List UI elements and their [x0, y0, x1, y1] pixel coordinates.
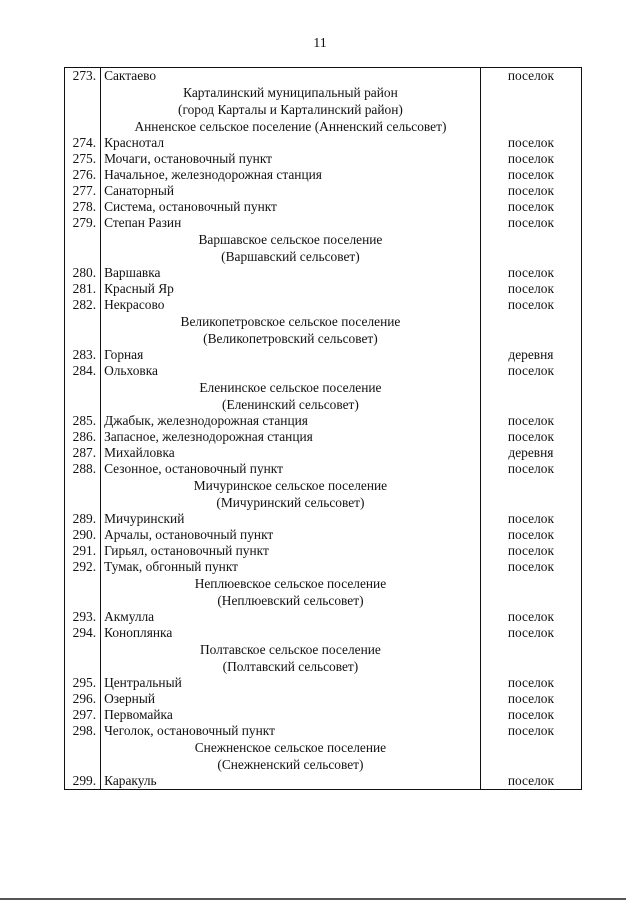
row-number: 293.	[65, 609, 101, 625]
table-row	[65, 543, 582, 559]
settlement-type: деревня	[480, 445, 581, 461]
settlement-type: поселок	[480, 527, 581, 543]
row-number: 278.	[65, 199, 101, 215]
settlement-type-empty	[480, 477, 581, 511]
section-header-line: (Снежненский сельсовет)	[217, 757, 364, 772]
settlement-name: Варшавка	[101, 265, 481, 281]
settlement-type-empty	[480, 231, 581, 265]
table-row	[65, 723, 582, 739]
table-body	[65, 68, 582, 790]
row-number: 290.	[65, 527, 101, 543]
section-header-line: (город Карталы и Карталинский район)	[177, 102, 403, 117]
section-header	[101, 379, 481, 413]
settlement-type: поселок	[480, 543, 581, 559]
section-header	[101, 575, 481, 609]
settlement-name: Санаторный	[101, 183, 481, 199]
row-number-empty	[65, 641, 101, 675]
row-number: 299.	[65, 773, 101, 790]
section-header-line: Великопетровское сельское поселение	[180, 314, 401, 329]
section-header-line: (Полтавский сельсовет)	[222, 659, 359, 674]
table-row	[65, 445, 582, 461]
table-row	[65, 527, 582, 543]
section-header	[101, 739, 481, 773]
table-row	[65, 773, 582, 790]
settlement-name: Арчалы, остановочный пункт	[101, 527, 481, 543]
section-header-line: (Варшавский сельсовет)	[221, 249, 360, 264]
settlement-name: Тумак, обгонный пункт	[101, 559, 481, 575]
section-header-row	[65, 477, 582, 511]
row-number-empty	[65, 739, 101, 773]
settlement-name: Краснотал	[101, 135, 481, 151]
settlement-type-empty	[480, 379, 581, 413]
settlements-table	[64, 67, 582, 790]
table-row	[65, 609, 582, 625]
settlement-type-empty	[480, 118, 581, 135]
section-header-line: Еленинское сельское поселение	[199, 380, 382, 395]
settlement-type: поселок	[480, 707, 581, 723]
settlement-name: Красный Яр	[101, 281, 481, 297]
section-header	[101, 231, 481, 265]
table-row	[65, 265, 582, 281]
section-header-row	[65, 739, 582, 773]
table-row	[65, 625, 582, 641]
settlement-type: поселок	[480, 281, 581, 297]
table-row	[65, 461, 582, 477]
settlement-type: поселок	[480, 461, 581, 477]
row-number: 273.	[65, 68, 101, 85]
row-number: 294.	[65, 625, 101, 641]
settlement-type: поселок	[480, 559, 581, 575]
settlement-type: поселок	[480, 199, 581, 215]
table-row	[65, 559, 582, 575]
settlement-name: Мочаги, остановочный пункт	[101, 151, 481, 167]
section-header-line: Мичуринское сельское поселение	[193, 478, 388, 493]
section-header-row	[65, 84, 582, 118]
settlement-type: поселок	[480, 625, 581, 641]
row-number: 283.	[65, 347, 101, 363]
row-number: 279.	[65, 215, 101, 231]
settlement-name: Акмулла	[101, 609, 481, 625]
row-number-empty	[65, 379, 101, 413]
settlement-type: поселок	[480, 215, 581, 231]
row-number: 280.	[65, 265, 101, 281]
section-header	[101, 641, 481, 675]
settlement-type: поселок	[480, 135, 581, 151]
settlement-type: поселок	[480, 675, 581, 691]
settlement-type: поселок	[480, 511, 581, 527]
section-header-line: Полтавское сельское поселение	[199, 642, 381, 657]
settlement-type: поселок	[480, 363, 581, 379]
settlement-name: Некрасово	[101, 297, 481, 313]
settlement-name: Начальное, железнодорожная станция	[101, 167, 481, 183]
row-number: 292.	[65, 559, 101, 575]
section-header-row	[65, 641, 582, 675]
settlement-name: Степан Разин	[101, 215, 481, 231]
settlement-name: Запасное, железнодорожная станция	[101, 429, 481, 445]
table-row	[65, 691, 582, 707]
row-number: 295.	[65, 675, 101, 691]
table-row	[65, 363, 582, 379]
settlement-type-empty	[480, 641, 581, 675]
settlement-type: поселок	[480, 151, 581, 167]
table-row	[65, 68, 582, 85]
section-header-line: Карталинский муниципальный район	[183, 85, 398, 100]
section-header-line: Снежненское сельское поселение	[194, 740, 387, 755]
section-header-row	[65, 379, 582, 413]
row-number: 298.	[65, 723, 101, 739]
settlement-type-empty	[480, 575, 581, 609]
section-header-line: Варшавское сельское поселение	[198, 232, 383, 247]
section-header	[101, 84, 481, 118]
page-number: 11	[313, 36, 327, 51]
settlement-name: Сезонное, остановочный пункт	[101, 461, 481, 477]
table-row	[65, 347, 582, 363]
section-header-line: Анненское сельское поселение (Анненский сельсовет)	[134, 119, 447, 134]
row-number: 277.	[65, 183, 101, 199]
row-number: 288.	[65, 461, 101, 477]
row-number: 289.	[65, 511, 101, 527]
settlement-name: Сактаево	[101, 68, 481, 85]
row-number-empty	[65, 118, 101, 135]
table-row	[65, 281, 582, 297]
settlement-name: Система, остановочный пункт	[101, 199, 481, 215]
table-row	[65, 429, 582, 445]
settlement-name: Коноплянка	[101, 625, 481, 641]
table-row	[65, 413, 582, 429]
row-number: 285.	[65, 413, 101, 429]
section-header-line: (Мичуринский сельсовет)	[216, 495, 365, 510]
table-row	[65, 199, 582, 215]
settlement-name: Ольховка	[101, 363, 481, 379]
settlement-name: Гирьял, остановочный пункт	[101, 543, 481, 559]
settlement-name: Мичуринский	[101, 511, 481, 527]
section-header	[101, 118, 481, 135]
table-row	[65, 183, 582, 199]
section-header-line: Неплюевское сельское поселение	[194, 576, 387, 591]
settlement-type: поселок	[480, 691, 581, 707]
row-number: 282.	[65, 297, 101, 313]
section-header-row	[65, 575, 582, 609]
settlement-type-empty	[480, 739, 581, 773]
settlement-type: поселок	[480, 183, 581, 199]
section-header-line: (Великопетровский сельсовет)	[203, 331, 378, 346]
settlement-type: поселок	[480, 265, 581, 281]
row-number-empty	[65, 575, 101, 609]
settlement-name: Озерный	[101, 691, 481, 707]
row-number-empty	[65, 231, 101, 265]
row-number: 297.	[65, 707, 101, 723]
section-header-row	[65, 313, 582, 347]
settlement-type-empty	[480, 84, 581, 118]
table-row	[65, 167, 582, 183]
settlement-type: поселок	[480, 68, 581, 85]
settlement-name: Джабык, железнодорожная станция	[101, 413, 481, 429]
settlement-type: деревня	[480, 347, 581, 363]
table-row	[65, 135, 582, 151]
settlement-type: поселок	[480, 429, 581, 445]
settlement-type: поселок	[480, 167, 581, 183]
settlement-type: поселок	[480, 723, 581, 739]
bottom-rule	[0, 898, 626, 900]
section-header-row	[65, 231, 582, 265]
row-number: 291.	[65, 543, 101, 559]
row-number-empty	[65, 313, 101, 347]
settlement-name: Чеголок, остановочный пункт	[101, 723, 481, 739]
row-number: 274.	[65, 135, 101, 151]
settlement-type: поселок	[480, 773, 581, 790]
section-header	[101, 313, 481, 347]
section-header	[101, 477, 481, 511]
section-header-row	[65, 118, 582, 135]
table-row	[65, 511, 582, 527]
table-row	[65, 297, 582, 313]
row-number: 284.	[65, 363, 101, 379]
section-header-line: (Еленинский сельсовет)	[221, 397, 359, 412]
settlement-name: Центральный	[101, 675, 481, 691]
settlement-name: Михайловка	[101, 445, 481, 461]
row-number-empty	[65, 477, 101, 511]
row-number: 287.	[65, 445, 101, 461]
settlement-type: поселок	[480, 413, 581, 429]
settlement-name: Горная	[101, 347, 481, 363]
table-row	[65, 215, 582, 231]
row-number: 296.	[65, 691, 101, 707]
row-number: 276.	[65, 167, 101, 183]
table-row	[65, 675, 582, 691]
settlement-type: поселок	[480, 297, 581, 313]
settlement-name: Каракуль	[101, 773, 481, 790]
table-row	[65, 151, 582, 167]
section-header-line: (Неплюевский сельсовет)	[217, 593, 364, 608]
table-row	[65, 707, 582, 723]
row-number: 286.	[65, 429, 101, 445]
settlement-name: Первомайка	[101, 707, 481, 723]
row-number-empty	[65, 84, 101, 118]
settlement-type-empty	[480, 313, 581, 347]
settlement-type: поселок	[480, 609, 581, 625]
row-number: 275.	[65, 151, 101, 167]
row-number: 281.	[65, 281, 101, 297]
